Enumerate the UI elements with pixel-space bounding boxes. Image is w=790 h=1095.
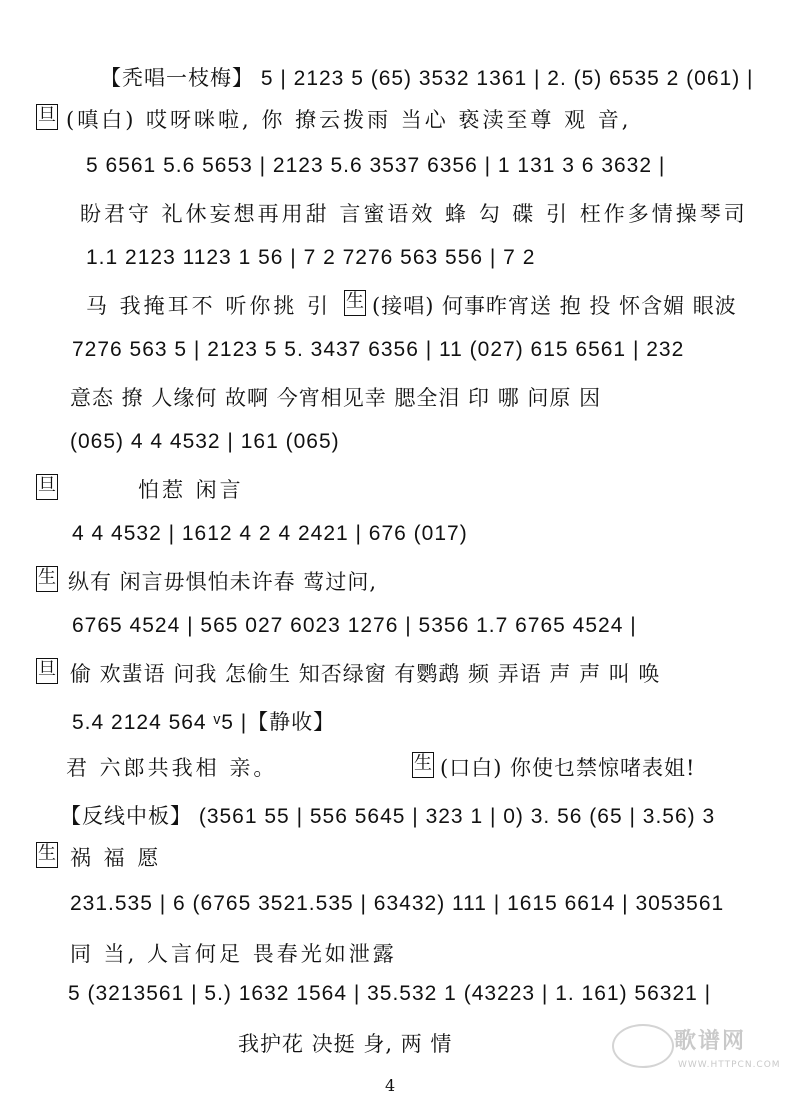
site-watermark: [612, 1020, 782, 1080]
lyric-line-4: 意态 撩 人缘何 故啊 今宵相见幸 腮全泪 印 哪 问原 因: [70, 386, 602, 410]
notation-line-10: 231.535 | 6 (6765 3521.535 | 63432) 111 | 1615 6614 | 3053561: [70, 892, 725, 915]
role-box-dan: 旦: [36, 104, 58, 130]
lyric-line-5: 怕惹 闲言: [138, 478, 244, 502]
page-number: 4: [385, 1076, 396, 1095]
notation-line-6: 4 4 4532 | 1612 4 2 4 2421 | 676 (017): [72, 522, 468, 545]
lyric-line-9: 祸 福 愿: [70, 846, 162, 870]
notation-line-9: 【反线中板】 (3561 55 | 556 5645 | 323 1 | 0) 3. 56 (65 | 3.56) 3: [60, 805, 716, 828]
watermark-logo-icon: [612, 1024, 674, 1068]
notation-line-8: 5.4 2124 564 ᵛ5 |【静收】: [72, 711, 336, 734]
notation-line-2: 5 6561 5.6 5653 | 2123 5.6 3537 6356 | 1 131 3 6 3632 |: [86, 154, 666, 177]
watermark-url: WWW.HTTPCN.COM: [678, 1060, 781, 1070]
watermark-name: 歌谱网: [674, 1029, 747, 1054]
notation-line-5: (065) 4 4 4532 | 161 (065): [70, 430, 340, 453]
lyric-line-8b: (口白) 你使乜禁惊啫表姐!: [440, 756, 696, 780]
notation-line-11: 5 (3213561 | 5.) 1632 1564 | 35.532 1 (43223 | 1. 161) 56321 |: [68, 982, 712, 1005]
notation-line-7: 6765 4524 | 565 027 6023 1276 | 5356 1.7 6765 4524 |: [72, 614, 637, 637]
notation-line-4: 7276 563 5 | 2123 5 5. 3437 6356 | 11 (027) 615 6561 | 232: [72, 338, 685, 361]
notation-line-1: 【秃唱一枝梅】 5 | 2123 5 (65) 3532 1361 | 2. (5) 6535 2 (061) |: [100, 67, 754, 90]
lyric-line-2: 盼君守 礼休妄想再用甜 言蜜语效 蜂 勾 碟 引 枉作多情操琴司: [80, 202, 748, 226]
role-box-sheng: 生: [344, 290, 366, 316]
lyric-line-6: 纵有 闲言毋惧怕未许春 莺过问,: [68, 570, 378, 594]
role-box-sheng: 生: [36, 566, 58, 592]
lyric-line-8: 君 六郎共我相 亲。: [66, 756, 278, 780]
lyric-line-11: 我护花 决挺 身, 两 情: [238, 1032, 453, 1056]
role-box-sheng: 生: [412, 752, 434, 778]
lyric-line-7: 偷 欢蜚语 问我 怎偷生 知否绿窗 有鹦鹉 频 弄语 声 声 叫 唤: [70, 662, 661, 686]
role-box-sheng: 生: [36, 842, 58, 868]
role-box-dan: 旦: [36, 474, 58, 500]
lyric-line-3b: (接唱) 何事昨宵送 抱 投 怀含媚 眼波: [372, 294, 737, 318]
lyric-line-3: 马 我掩耳不 听你挑 引: [86, 294, 332, 318]
lyric-line-10: 同 当, 人言何足 畏春光如泄露: [70, 942, 397, 966]
notation-line-3: 1.1 2123 1123 1 56 | 7 2 7276 563 556 | 7 2: [86, 246, 536, 269]
role-box-dan: 旦: [36, 658, 58, 684]
lyric-line-1: (嗔白) 哎呀咪啦, 你 撩云拨雨 当心 亵渎至尊 观 音,: [66, 108, 632, 132]
